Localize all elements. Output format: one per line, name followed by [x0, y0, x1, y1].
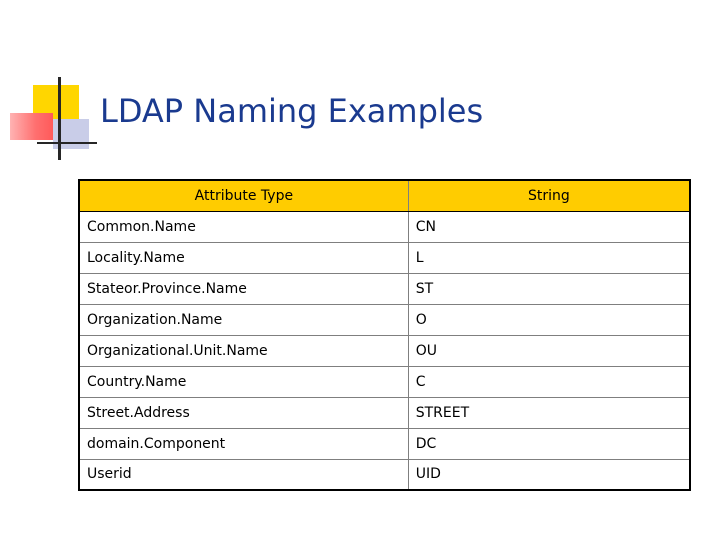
table-row	[79, 366, 690, 397]
decorative-vertical-line	[58, 77, 61, 160]
string-cell: UID	[408, 459, 690, 490]
table-row	[79, 304, 690, 335]
attribute-cell: Country.Name	[79, 366, 408, 397]
attribute-cell: Organization.Name	[79, 304, 408, 335]
table-row	[79, 397, 690, 428]
table-row	[79, 459, 690, 490]
slide-title: LDAP Naming Examples	[100, 92, 484, 130]
string-cell: O	[408, 304, 690, 335]
attribute-cell: Street.Address	[79, 397, 408, 428]
string-cell: L	[408, 242, 690, 273]
string-cell: OU	[408, 335, 690, 366]
decorative-red-bar	[10, 113, 53, 140]
table-row	[79, 273, 690, 304]
string-cell: CN	[408, 211, 690, 242]
table-row	[79, 428, 690, 459]
string-cell: C	[408, 366, 690, 397]
string-cell: STREET	[408, 397, 690, 428]
ldap-naming-table	[78, 179, 691, 491]
header-string: String	[408, 180, 690, 211]
decorative-horizontal-line	[37, 142, 97, 144]
table-row	[79, 242, 690, 273]
string-cell: ST	[408, 273, 690, 304]
string-cell: DC	[408, 428, 690, 459]
attribute-cell: Locality.Name	[79, 242, 408, 273]
attribute-cell: Common.Name	[79, 211, 408, 242]
table-row	[79, 335, 690, 366]
attribute-cell: Organizational.Unit.Name	[79, 335, 408, 366]
header-attribute-type: Attribute Type	[79, 180, 408, 211]
table-row	[79, 211, 690, 242]
table-header-row	[79, 180, 690, 211]
attribute-cell: Userid	[79, 459, 408, 490]
attribute-cell: domain.Component	[79, 428, 408, 459]
attribute-cell: Stateor.Province.Name	[79, 273, 408, 304]
